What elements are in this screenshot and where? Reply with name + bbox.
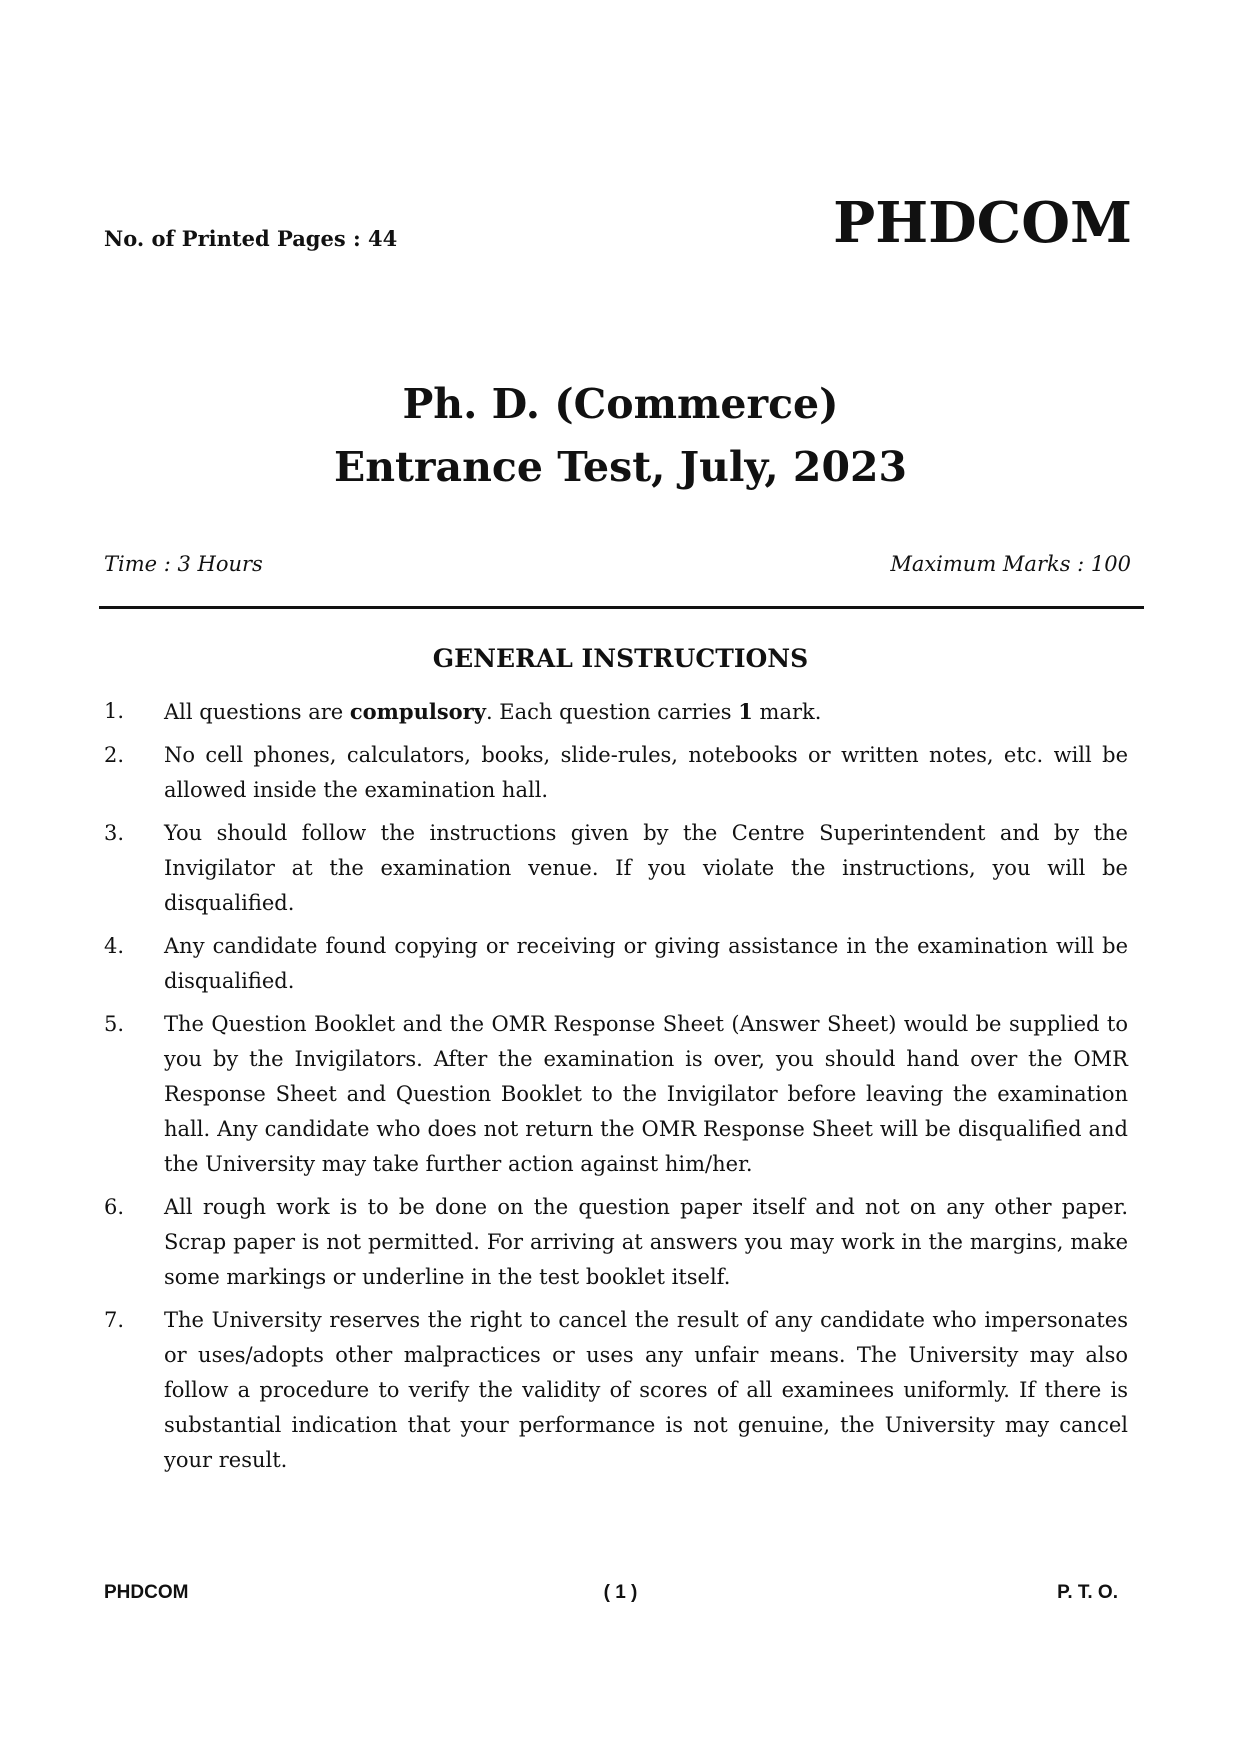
instruction-number: 6. — [104, 1195, 125, 1219]
instruction-text-run: All questions are — [164, 700, 350, 724]
maximum-marks: Maximum Marks : 100 — [890, 552, 1131, 576]
instructions-list — [104, 694, 1128, 1486]
instruction-number: 5. — [104, 1012, 125, 1036]
instruction-text-run: mark. — [752, 700, 822, 724]
instruction-number: 1. — [104, 699, 125, 723]
instruction-item — [104, 1303, 1128, 1478]
instruction-text-run: . Each question carries — [485, 700, 739, 724]
please-turn-over: P. T. O. — [1057, 1582, 1118, 1603]
instruction-text-run: Any candidate found copying or receiving or giving assistance in the examination will be disqualified. — [164, 934, 1128, 993]
instruction-item — [104, 1007, 1128, 1182]
instruction-item — [104, 816, 1128, 921]
page-number: ( 1 ) — [603, 1582, 638, 1603]
instruction-text-run: No cell phones, calculators, books, slide-rules, notebooks or written notes, etc. will be allowed inside the examination hall. — [164, 743, 1128, 802]
instruction-item — [104, 738, 1128, 808]
instruction-item — [104, 694, 1128, 730]
divider-rule — [99, 606, 1144, 609]
instruction-emphasis: 1 — [738, 699, 753, 724]
instruction-emphasis: compulsory — [349, 699, 486, 724]
instruction-text — [164, 1012, 1128, 1176]
exam-subtitle: Entrance Test, July, 2023 — [333, 443, 908, 491]
section-heading: GENERAL INSTRUCTIONS — [432, 644, 809, 673]
instruction-number: 7. — [104, 1308, 125, 1332]
instruction-text-run: You should follow the instructions given by the Centre Superintendent and by the Invigilator at the examination venue. If you violate the instructions, you will be disqualified. — [164, 821, 1128, 915]
instruction-number: 2. — [104, 743, 125, 767]
instruction-number: 4. — [104, 934, 125, 958]
instruction-text-run: The Question Booklet and the OMR Response Sheet (Answer Sheet) would be supplied to you by the Invigilators. After the examination is over, you should hand over the OMR Response Sheet and Question Booklet to the Invigilator before leaving the examination hall. Any candidate who does not return the OMR Response Sheet will be disqualified and the University may take further action against him/her. — [164, 1012, 1128, 1176]
printed-pages-count: No. of Printed Pages : 44 — [104, 226, 398, 251]
instruction-text — [164, 821, 1128, 915]
instruction-text — [164, 1195, 1128, 1289]
instruction-text — [164, 934, 1128, 993]
instruction-item — [104, 1190, 1128, 1295]
instruction-item — [104, 929, 1128, 999]
paper-code: PHDCOM — [833, 190, 1132, 256]
instruction-text — [164, 743, 1128, 802]
footer-paper-code: PHDCOM — [104, 1582, 189, 1603]
instruction-text — [164, 1308, 1128, 1472]
exam-title: Ph. D. (Commerce) — [402, 380, 839, 428]
instruction-text-run: The University reserves the right to cancel the result of any candidate who impersonates or uses/adopts other malpractices or uses any unfair means. The University may also follow a procedure to verify the validity of scores of all examinees uniformly. If there is substantial indication that your performance is not genuine, the University may cancel your result. — [164, 1308, 1128, 1472]
instruction-text-run: All rough work is to be done on the question paper itself and not on any other paper. Scrap paper is not permitted. For arriving at answers you may work in the margins, make some markings or underline in the test booklet itself. — [164, 1195, 1128, 1289]
time-allowed: Time : 3 Hours — [104, 552, 263, 576]
instruction-number: 3. — [104, 821, 125, 845]
instruction-text — [164, 700, 821, 724]
